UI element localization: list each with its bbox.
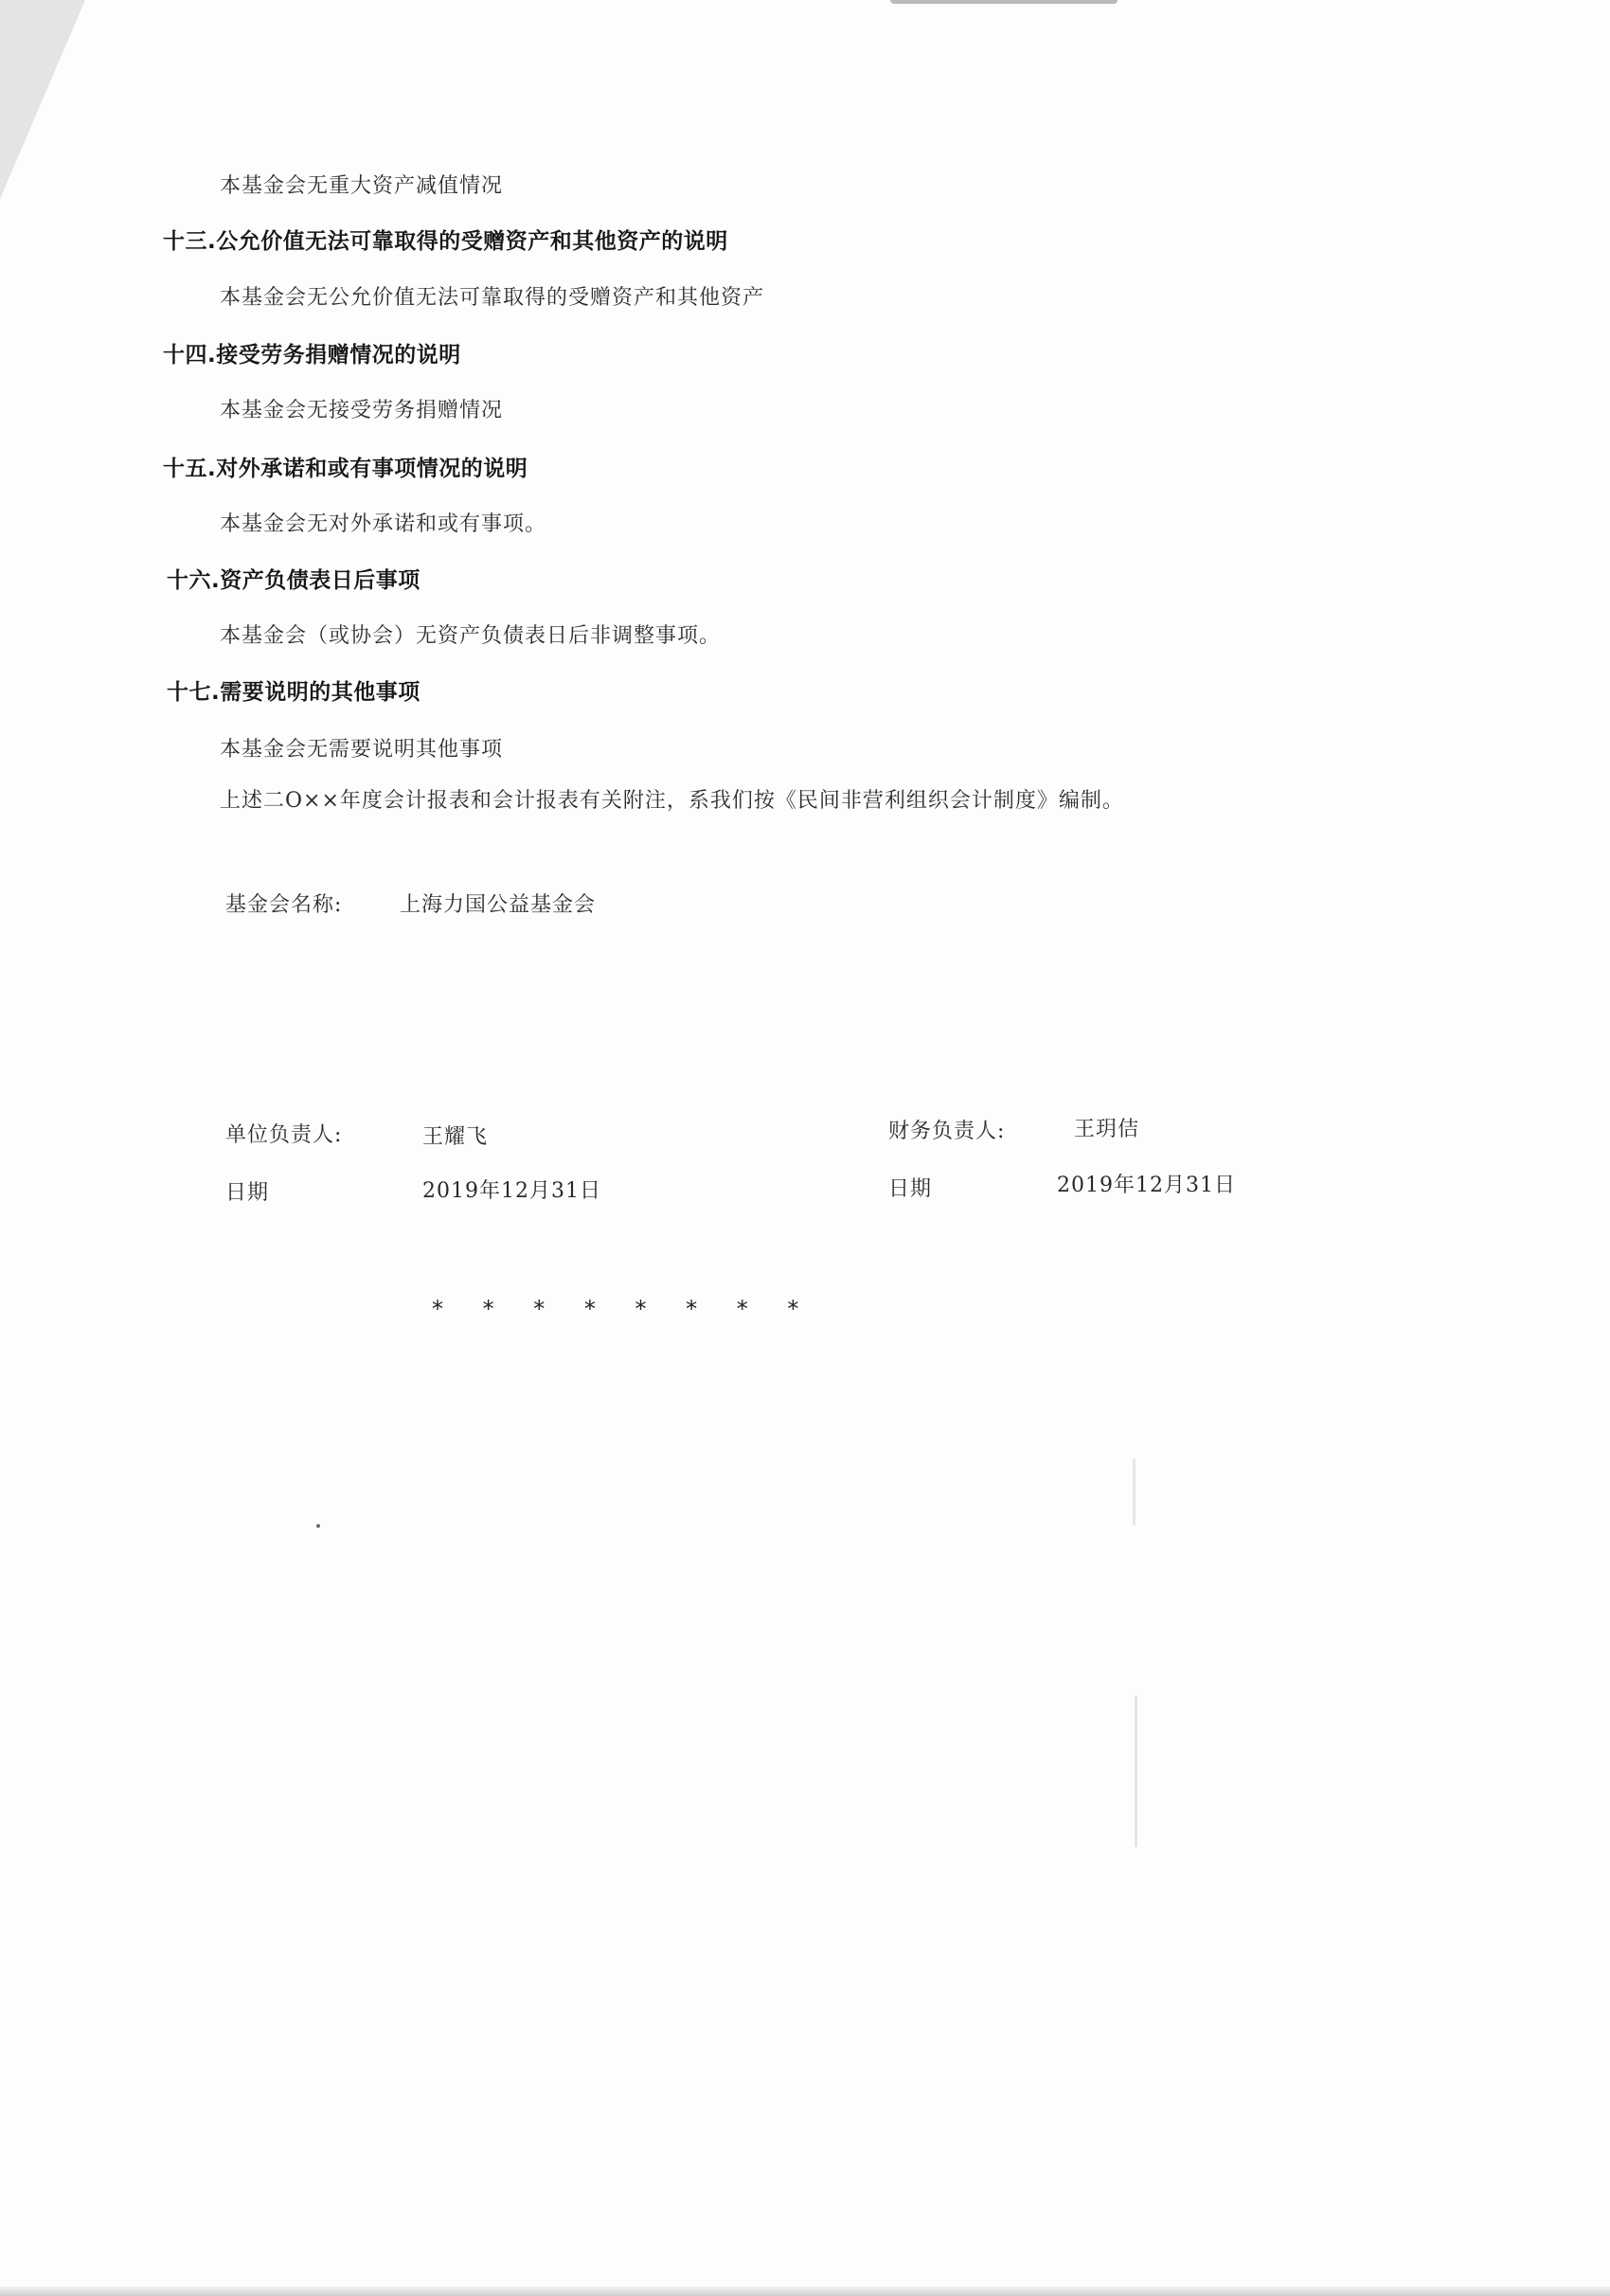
finance-head-name: 王玥佶 (1074, 1118, 1140, 1141)
page-corner-shadow (0, 0, 85, 199)
scan-speck (1135, 1695, 1137, 1847)
date-label-left: 日期 (225, 1181, 270, 1205)
section-13-heading: 十三.公允价值无法可靠取得的受赠资产和其他资产的说明 (163, 229, 728, 254)
section-17-heading: 十七.需要说明的其他事项 (167, 680, 420, 705)
unit-head-name: 王耀飞 (422, 1125, 489, 1149)
unit-head-label: 单位负责人: (225, 1123, 343, 1147)
section-15-text: 本基金会无对外承诺和或有事项。 (220, 512, 547, 536)
scan-speck (1133, 1459, 1136, 1525)
date-label-right: 日期 (888, 1177, 933, 1201)
section-17-text: 本基金会无需要说明其他事项 (220, 738, 504, 762)
foundation-name-value: 上海力国公益基金会 (400, 893, 597, 917)
end-mark: * * * * * * * * (432, 1296, 815, 1322)
finance-head-label: 财务负责人: (888, 1120, 1006, 1143)
section-14-heading: 十四.接受劳务捐赠情况的说明 (163, 343, 461, 368)
section-12-text: 本基金会无重大资产减值情况 (220, 174, 504, 198)
section-14-text: 本基金会无接受劳务捐赠情况 (220, 399, 504, 422)
closing-statement: 上述二O××年度会计报表和会计报表有关附注，系我们按《民间非营利组织会计制度》编制。 (220, 789, 1124, 813)
date-left: 2019年12月31日 (422, 1179, 601, 1203)
date-right: 2019年12月31日 (1057, 1174, 1236, 1197)
scan-top-mark (890, 0, 1118, 4)
section-15-heading: 十五.对外承诺和或有事项情况的说明 (163, 457, 528, 481)
section-13-text: 本基金会无公允价值无法可靠取得的受赠资产和其他资产 (220, 286, 765, 310)
page-bottom-edge (0, 2287, 1610, 2296)
section-16-heading: 十六.资产负债表日后事项 (167, 568, 420, 593)
scan-dot (316, 1524, 320, 1528)
foundation-name-label: 基金会名称: (225, 893, 343, 917)
section-16-text: 本基金会（或协会）无资产负债表日后非调整事项。 (220, 624, 722, 648)
